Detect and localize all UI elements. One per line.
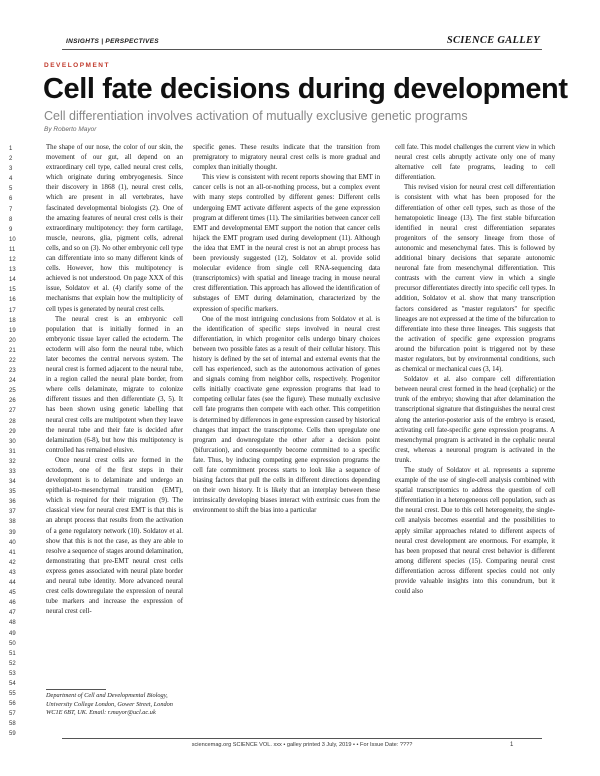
line-number: 50 [9, 640, 16, 647]
line-number: 11 [9, 246, 16, 253]
line-number: 44 [9, 580, 16, 587]
paragraph: This view is consistent with recent reports showing that EMT in cancer cells is not an all-or-nothing process, but a complex event with many steps controlled by different genes: Different cells undergoing EMT activate different aspects of the gene expression program at different times (11). The similarities between cancer cell EMT and developmental EMT support the notion that cancer cells hijack the EMT program used during development (11). Although the idea that EMT in the neural crest is not an abrupt process has been previously suggested (12), Soldatov et al. provide solid molecular evidence from single cell RNA-sequencing data (transcriptomics) with spatial and lineage tracing in mouse neural crest differentiation. This approach has allowed the identification of substages of EMT during delamination, characterized by the expression of specific markers. [193, 174, 380, 313]
paragraph: The shape of our nose, the color of our skin, the movement of our gut, all depend on an extraordinary cell type, called neural crest cells, which originate during embryogenesis. Since their discovery in 1868 (1), neural crest cells, which are present in all vertebrates, have fascinated developmental biologists (2). One of the amazing features of neural crest cells is their extraordinary multipotency: they form cartilage, muscle, neurons, glia, pigment cells, adrenal cells, and so on (3). No other embryonic cell type can differentiate into so many different kinds of cells. However, how this multipotency is achieved is not understood. On page XXX of this issue, Soldatov et al. (4) clarify some of the mechanisms that explain how the multiplicity of cell types is generated by neural crest cells. [46, 144, 183, 313]
line-number: 37 [9, 509, 16, 516]
text-column-2 [193, 143, 380, 516]
page-header [62, 34, 542, 50]
line-number: 51 [9, 650, 16, 657]
paragraph: This revised vision for neural crest cell differentiation is consistent with what has been proposed for the differentiation of other cell types, such as those of the hematopoietic lineage (13). The first stable bifurcation identified in neural crest differentiation separates progenitors of the sensory lineage from those of autonomic and mesenchymal fates. This is followed by additional binary decisions that separate autonomic neuronal fate from mesenchymal differentiation. This contrasts with the current view in which a single precursor differentiates directly into specific cell types. In addition, Soldatov et al. show that many transcription factors considered as "master regulators" for specific lineages are not expressed at the time of the bifurcation to differentiate into these three lineages. This suggests that the activation of specific gene expression programs around the bifurcation point is triggered not by these master regulators, but by environmental conditions, such as chemical or mechanical cues (3, 14). [395, 184, 555, 374]
line-number: 46 [9, 600, 16, 607]
paragraph: Once neural crest cells are formed in the ectoderm, one of the first steps in their development is to delaminate and undergo an epithelial-to-mesenchymal transition (EMT), which is required for their migration (9). The classical view for neural crest EMT is that this is an abrupt process that results from the activation of a gene regulatory network (10). Soldatov et al. show that this is not the case, as they are able to resolve a sequence of stages around delamination, demonstrating that pre-EMT neural crest cells express genes associated with neural plate border and neural tube identity. More advanced neural crest cells downregulate the expression of neural tube markers and increase the expression of neural crest cell- [46, 456, 184, 616]
line-number: 29 [9, 428, 16, 435]
line-number: 27 [9, 408, 16, 415]
line-number: 15 [9, 287, 16, 294]
paragraph: One of the most intriguing conclusions from Soldatov et al. is the identification of specific steps involved in neural crest differentiation, in which progenitor cells undergo binary choices between two possible fates as a result of their cellular history. This history is defined by the set of internal and external events that the cell has experienced, such as the autonomous activation of genes and signals coming from neighbor cells, respectively. Progenitor cells initially coactivate gene expression programs that lead to competing cellular fates (see the figure). These mutually exclusive cell fate programs then compete with each other. This competition is determined by differences in gene expression caused by historical changes that impact the transcriptome. Cells then upregulate one program and downregulate the other after a decision point (bifurcation), and consequently become committed to a specific fate. Thus, by inducing competing gene expression programs the cell fate commitment process starts to look like a sequence of biasing factors that pull the cells in different directions depending on their own history. It is likely that an interplay between these intrinsically developing biases interact with extrinsic cues from the environment to shift the bias into a particular [193, 315, 380, 515]
line-numbers [9, 144, 23, 740]
line-number: 41 [9, 549, 16, 556]
line-number: 53 [9, 670, 16, 677]
line-number: 58 [9, 721, 16, 728]
line-number: 48 [9, 620, 16, 627]
line-number: 4 [9, 176, 13, 183]
line-number: 52 [9, 660, 16, 667]
line-number: 34 [9, 479, 16, 486]
line-number: 12 [9, 257, 16, 264]
line-number: 24 [9, 378, 16, 385]
line-number: 54 [9, 680, 16, 687]
article-subtitle: Cell differentiation involves activation of mutually exclusive genetic programs [44, 109, 468, 123]
line-number: 25 [9, 388, 16, 395]
line-number: 16 [9, 297, 16, 304]
article-title: Cell fate decisions during development [43, 73, 568, 105]
line-number: 2 [9, 156, 13, 163]
text-column-3 [395, 143, 555, 597]
line-number: 22 [9, 357, 16, 364]
byline: By Roberto Mayor [44, 126, 97, 133]
line-number: 35 [9, 489, 16, 496]
line-number: 49 [9, 630, 16, 637]
line-number: 7 [9, 206, 13, 213]
line-number: 45 [9, 590, 16, 597]
line-number: 21 [9, 347, 16, 354]
line-number: 42 [9, 559, 16, 566]
paragraph: specific genes. These results indicate that the transition from premigratory to migratory neural crest cells is more gradual and complex than initially thought. [193, 144, 380, 172]
footer-rule [62, 738, 542, 739]
line-number: 19 [9, 327, 16, 334]
line-number: 30 [9, 438, 16, 445]
line-number: 3 [9, 166, 13, 173]
line-number: 10 [9, 236, 16, 243]
line-number: 23 [9, 368, 16, 375]
line-number: 9 [9, 226, 13, 233]
paragraph: Soldatov et al. also compare cell differentiation between neural crest formed in the head (cephalic) or the trunk of the embryo; showing that after delamination the transcriptional signature that distinguishes the neural crest along the anterior-posterior axis of the embryo is erased, activating cell fate-specific gene expression programs. A mesenchymal program is activated in the cephalic neural crest, whereas a neuronal program is activated in the trunk. [395, 376, 555, 464]
line-number: 17 [9, 307, 16, 314]
section-tag: DEVELOPMENT [44, 62, 110, 69]
line-number: 26 [9, 398, 16, 405]
paragraph: The neural crest is an embryonic cell population that is initially formed in an embryonic tissue layer called the ectoderm. The ectoderm will also form the neural tube, which later becomes the central nervous system. The neural crest is formed adjacent to the neural tube, in a region called the neural plate border, from where cells delaminate, migrate to colonize different tissues and then differentiate (3, 5). It has been shown using genetic labelling that neural crest cells are multipotent when they leave the neural tube and their fate is decided after delamination (6-8), but how this multipotency is controlled has remained elusive. [46, 315, 183, 454]
footer-info: sciencemag.org SCIENCE VOL. xxx • galley printed 3 July, 2019 • • For Issue Date: ???? [191, 742, 413, 748]
author-affiliation: Department of Cell and Developmental Biology, University College London, Gower Street, London WC1E 6BT, UK. Email: r.mayor@ucl.ac.uk [46, 692, 173, 716]
line-number: 55 [9, 691, 16, 698]
page-number: 1 [510, 742, 514, 748]
line-number: 33 [9, 469, 16, 475]
footnote-rule [46, 689, 106, 690]
line-number: 40 [9, 539, 16, 546]
line-number: 38 [9, 519, 16, 526]
line-number: 13 [9, 267, 16, 274]
line-number: 1 [9, 146, 13, 152]
text-column-1 [46, 143, 183, 617]
line-number: 28 [9, 418, 16, 425]
line-number: 47 [9, 610, 16, 617]
line-number: 56 [9, 701, 16, 708]
paragraph: cell fate. This model challenges the current view in which neural crest cells abruptly activate only one of many alternative cell fate programs, leading to cell differentiation. [395, 144, 555, 182]
line-number: 14 [9, 277, 16, 284]
line-number: 8 [9, 216, 13, 223]
line-number: 59 [9, 731, 16, 738]
line-number: 43 [9, 569, 16, 576]
line-number: 20 [9, 337, 16, 344]
line-number: 57 [9, 711, 16, 718]
journal-name: SCIENCE GALLEY [446, 35, 540, 46]
line-number: 36 [9, 499, 16, 506]
running-head: INSIGHTS | PERSPECTIVES [66, 38, 159, 45]
line-number: 6 [9, 196, 13, 203]
line-number: 39 [9, 529, 16, 536]
line-number: 31 [9, 448, 16, 455]
line-number: 5 [9, 186, 13, 193]
paragraph: The study of Soldatov et al. represents a supreme example of the use of single-cell analysis combined with spatial transcriptomics to address the question of cell differentiation in a heterogeneous cell population, such as the neural crest. Due to this cell heterogeneity, the single-cell analysis becomes essential and the possibilities to apply similar approaches related to different aspects of neural crest development are enormous. For example, it has been proposed that neural crest behavior is different among different species (15). Comparing neural crest differentiation across different species could not only provide valuable insights into this conundrum, but it could also [395, 467, 555, 596]
line-number: 18 [9, 317, 16, 324]
line-number: 32 [9, 458, 16, 465]
